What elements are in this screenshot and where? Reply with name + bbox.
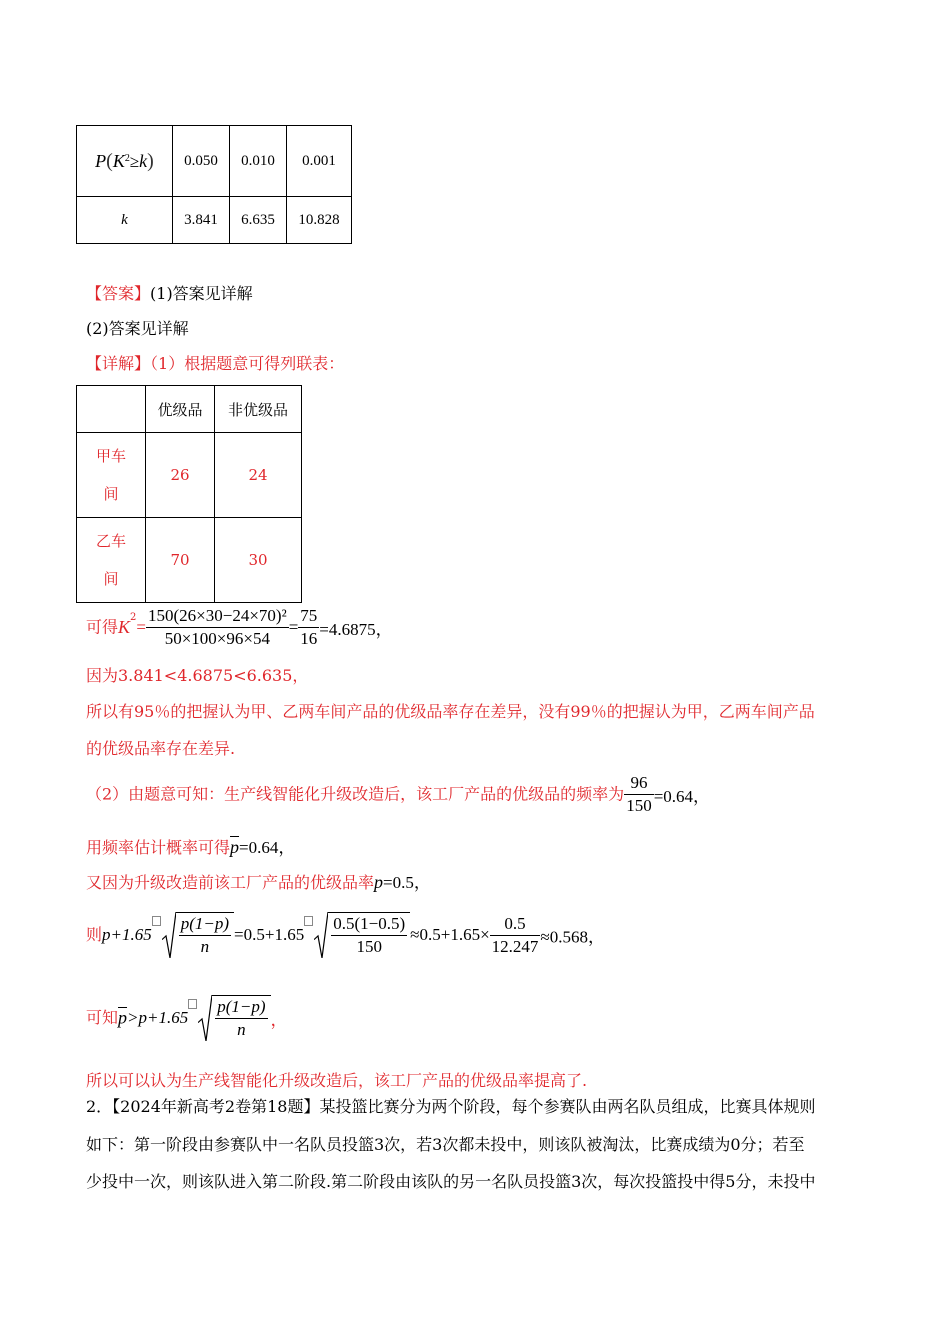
sqrt-denominator: n [237,1020,246,1039]
k-header-cell: k [77,197,173,244]
row-label-line: 间 [103,570,119,588]
before-text: 又因为升级改造前该工厂产品的优级品率 [86,873,375,892]
then-expr-c: ≈0.5+1.65× [410,925,490,944]
estimate-value: =0.64， [239,838,296,857]
conclusion1-line-b: 的优级品率存在差异. [86,739,236,758]
p-value-cell: 0.050 [173,126,230,197]
know-formula: 可知$\overline{p}>p+1.65$ $\frac{p(1-p)}{n}$ ， [86,997,288,1039]
know-expr: >p+1.65 [127,1008,189,1027]
next-problem-line2: 如下：第一阶段由参赛队中一名队员投篮3次，若3次都未投中，则该队被淘汰，比赛成绩为0分；若至 [86,1135,805,1154]
k2-denominator: 50×100×96×54 [164,629,270,648]
sqrt-numerator: p(1−p) [179,913,231,936]
final-conclusion: 所以可以认为生产线智能化升级改造后，该工厂产品的优级品率提高了. [86,1071,588,1090]
k2-fraction-simplified [298,605,319,650]
corner-cell [77,386,146,433]
answer-label: 【答案】 [86,284,151,303]
estimate-text: 用频率估计概率可得 [86,838,231,857]
sqrt-numerator: 0.5(1−0.5) [331,913,407,936]
sqrt-expression [198,995,270,1041]
k2-denominator-simplified: 16 [300,629,318,648]
conclusion1-line-a: 所以有95％的把握认为甲、乙两车间产品的优级品率存在差异，没有99％的把握认为甲，乙两车间产品 [86,702,815,721]
k-value-cell: 3.841 [173,197,230,244]
next-problem-line3: 少投中一次，则该队进入第二阶段.第二阶段由该队的另一名队员投篮3次，每次投篮投中得5分，未投中 [86,1172,816,1191]
value-cell: 30 [215,518,302,603]
k2-numerator: 150(26×30−24×70)² [146,605,289,628]
detail-line [86,354,344,374]
detail-label: 【详解】 [86,354,151,373]
part2-intro-line [86,772,710,817]
before-line: 又因为升级改造前该工厂产品的优级品率p=0.5， [86,872,431,892]
know-end: ， [270,1010,288,1031]
answer-line [86,284,253,304]
k-value-cell: 6.635 [230,197,287,244]
freq-fraction [624,772,654,817]
answer-part2: (2)答案见详解 [86,319,189,338]
part2-intro: （2）由题意可知：生产线智能化升级改造后，该工厂产品的优级品的频率为 [86,784,625,804]
critical-value-table [76,125,352,244]
then-expr-a: p+1.65 [102,925,152,944]
k2-prefix: 可得 [86,617,119,637]
sqrt-expression [162,912,234,958]
sqrt-denominator: 150 [356,937,382,956]
header-cell: 非优级品 [215,386,302,433]
because-line: 因为3.841<4.6875<6.635， [86,666,309,685]
k-value-cell: 10.828 [287,197,352,244]
sqrt-numerator: p(1−p) [215,996,267,1019]
header-cell: 优级品 [146,386,215,433]
p-value-cell: 0.001 [287,126,352,197]
then-fraction [490,913,541,958]
sqrt-expression [314,912,410,958]
row-label-cell [77,518,146,603]
row-label-line: 乙车 [95,532,126,550]
value-cell: 70 [146,518,215,603]
freq-result: =0.64， [653,787,711,806]
freq-numerator: 96 [624,772,654,795]
k2-numerator-simplified: 75 [298,605,319,628]
row-label-line: 间 [103,485,119,503]
k2-result: =4.6875， [319,620,393,639]
row-label-line: 甲车 [95,447,126,465]
answer-part1: (1)答案见详解 [150,284,253,303]
p-value-cell: 0.010 [230,126,287,197]
then-result: ≈0.568， [540,927,606,947]
then-fraction-denominator: 12.247 [491,936,539,956]
then-expr-b: =0.5+1.65 [234,925,305,944]
p-header-cell: $P(K^2\ge k)$ [77,126,173,197]
k2-formula: 可得$K^2=$ $\frac{\text{150(26×30−24×70)²}}{50\times 100\times 96\times 54}$ = $\frac{75}{16}$ =4.6875， [86,606,393,648]
freq-denominator: 150 [626,796,652,815]
then-fraction-numerator: 0.5 [490,913,541,936]
then-prefix: 则 [86,925,103,944]
before-value: =0.5， [383,873,431,892]
value-cell: 24 [215,433,302,518]
k2-fraction [146,605,289,650]
contingency-table [76,385,302,603]
detail-intro: （1）根据题意可得列联表： [150,354,345,373]
next-problem-line1: 2．【2024年新高考2卷第18题】某投篮比赛分为两个阶段，每个参赛队由两名队员组成，比赛具体规则 [86,1097,816,1116]
row-label-cell [77,433,146,518]
estimate-line: 用频率估计概率可得$\overline{p}=0.64$， [86,837,296,857]
know-prefix: 可知 [86,1008,119,1027]
value-cell: 26 [146,433,215,518]
sqrt-denominator: n [200,937,210,956]
then-formula [86,912,605,958]
